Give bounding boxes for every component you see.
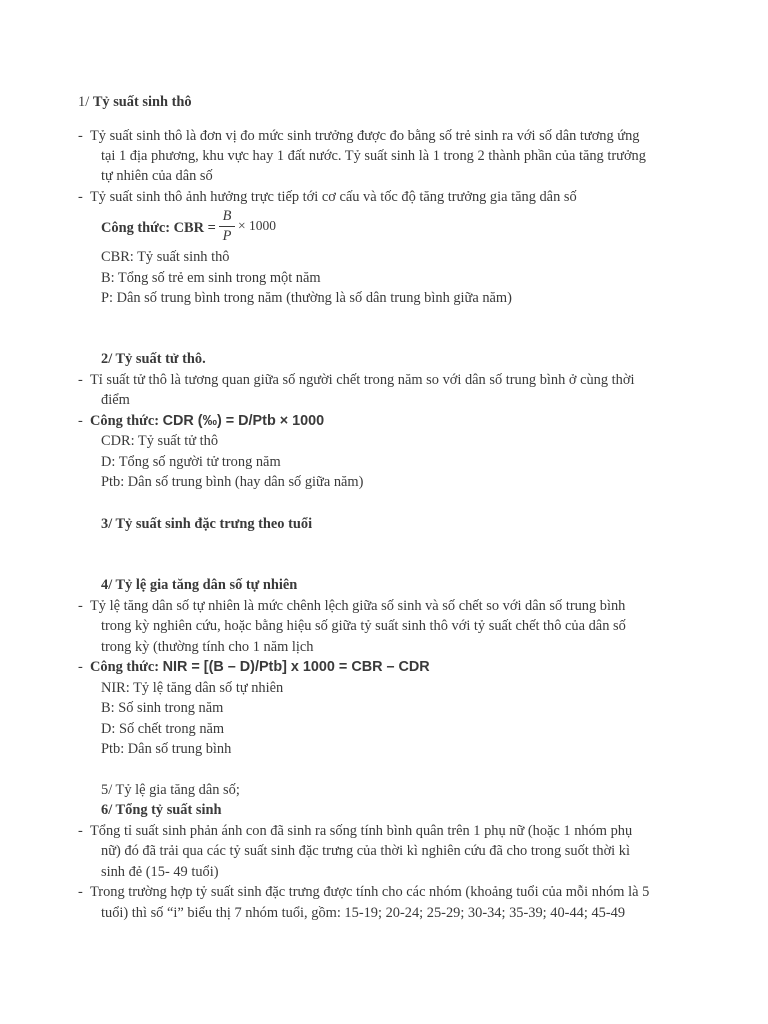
s4-definition-d: D: Số chết trong năm bbox=[101, 721, 225, 737]
s6-paragraph-2-line-2: tuổi) thì số “i” biểu thị 7 nhóm tuổi, gồm: 15-19; 20-24; 25-29; 30-34; 35-39; 40-44; 45-49 bbox=[101, 905, 626, 921]
s2-formula-line bbox=[90, 411, 324, 431]
s4-paragraph-1-line-2: trong kỳ nghiên cứu, hoặc bằng hiệu số giữa tỷ suất sinh thô với tỷ suất chết thô của dân số bbox=[101, 618, 626, 634]
s4-paragraph-1-line-1: Tỷ lệ tăng dân số tự nhiên là mức chênh lệch giữa số sinh và số chết so với dân số trung bình bbox=[90, 598, 626, 614]
s6-paragraph-1-line-2: nữ) đó đã trải qua các tỷ suất sinh đặc trưng của thời kì nghiên cứu đã cho trong suốt thời kì bbox=[101, 843, 630, 859]
s6-paragraph-1-line-1: Tổng tỉ suất sinh phản ánh con đã sinh ra sống tính bình quân trên 1 phụ nữ (hoặc 1 nhóm phụ bbox=[90, 823, 633, 839]
s1-formula-denominator: P bbox=[222, 228, 232, 244]
section-3-heading: 3/ Tỷ suất sinh đặc trưng theo tuổi bbox=[101, 516, 313, 532]
s1-formula-tail: × 1000 bbox=[238, 218, 276, 233]
s1-formula-numerator: B bbox=[222, 208, 232, 224]
s1-paragraph-2: Tỷ suất sinh thô ảnh hưởng trực tiếp tới cơ cấu và tốc độ tăng trưởng gia tăng dân số bbox=[90, 189, 577, 205]
s4-paragraph-1-line-3: trong kỳ (thường tính cho 1 năm lịch bbox=[101, 639, 314, 655]
section-4-heading: 4/ Tỷ lệ gia tăng dân số tự nhiên bbox=[101, 577, 298, 593]
s1-definition-cbr: CBR: Tỷ suất sinh thô bbox=[101, 249, 230, 265]
s2-definition-cdr: CDR: Tỷ suất tử thô bbox=[101, 433, 219, 449]
s4-definition-nir: NIR: Tỷ lệ tăng dân số tự nhiên bbox=[101, 680, 284, 696]
section-1-heading-text: Tỷ suất sinh thô bbox=[92, 94, 192, 110]
bullet-dash: - bbox=[78, 413, 83, 429]
s2-definition-d: D: Tổng số người tử trong năm bbox=[101, 454, 281, 470]
bullet-dash: - bbox=[78, 823, 83, 839]
section-6-heading: 6/ Tổng tỷ suất sinh bbox=[101, 802, 222, 818]
s1-paragraph-1-line-3: tự nhiên của dân số bbox=[101, 168, 213, 184]
section-2-heading: 2/ Tỷ suất tử thô. bbox=[101, 351, 206, 367]
s1-paragraph-1-line-1: Tỷ suất sinh thô là đơn vị đo mức sinh trưởng được đo bằng số trẻ sinh ra với số dân tương ứng bbox=[90, 128, 640, 144]
s6-paragraph-2-line-1: Trong trường hợp tỷ suất sinh đặc trưng được tính cho các nhóm (khoảng tuổi của mỗi nhóm là 5 bbox=[90, 884, 650, 900]
s1-paragraph-1-line-2: tại 1 địa phương, khu vực hay 1 đất nước. Tỷ suất sinh là 1 trong 2 thành phần của tăng trưởng bbox=[101, 148, 646, 164]
s2-paragraph-1-line-1: Tỉ suất tử thô là tương quan giữa số người chết trong năm so với dân số trung bình ở cùng thời bbox=[90, 372, 635, 388]
s1-formula-label: Công thức: CBR = bbox=[101, 220, 216, 236]
bullet-dash: - bbox=[78, 598, 83, 614]
s1-definition-b: B: Tổng số trẻ em sinh trong một năm bbox=[101, 270, 321, 286]
bullet-dash: - bbox=[78, 884, 83, 900]
s4-definition-b: B: Số sinh trong năm bbox=[101, 700, 224, 716]
bullet-dash: - bbox=[78, 189, 83, 205]
s4-formula-label: Công thức: bbox=[90, 659, 159, 675]
s2-paragraph-1-line-2: điểm bbox=[101, 392, 130, 408]
section-1-heading bbox=[78, 92, 192, 112]
section-5-heading: 5/ Tỷ lệ gia tăng dân số; bbox=[101, 782, 240, 798]
s4-definition-ptb: Ptb: Dân số trung bình bbox=[101, 741, 232, 757]
s4-formula-line bbox=[90, 657, 430, 677]
s2-formula: CDR (‰) = D/Ptb × 1000 bbox=[162, 413, 325, 429]
bullet-dash: - bbox=[78, 372, 83, 388]
s1-definition-p: P: Dân số trung bình trong năm (thường là số dân trung bình giữa năm) bbox=[101, 290, 512, 306]
s6-paragraph-1-line-3: sinh đẻ (15- 49 tuổi) bbox=[101, 864, 219, 880]
s2-formula-label: Công thức: bbox=[90, 413, 159, 429]
s4-formula: NIR = [(B – D)/Ptb] x 1000 = CBR – CDR bbox=[162, 659, 430, 675]
section-1-heading-number: 1/ bbox=[78, 94, 90, 110]
s2-definition-ptb: Ptb: Dân số trung bình (hay dân số giữa năm) bbox=[101, 474, 364, 490]
bullet-dash: - bbox=[78, 659, 83, 675]
bullet-dash: - bbox=[78, 128, 83, 144]
